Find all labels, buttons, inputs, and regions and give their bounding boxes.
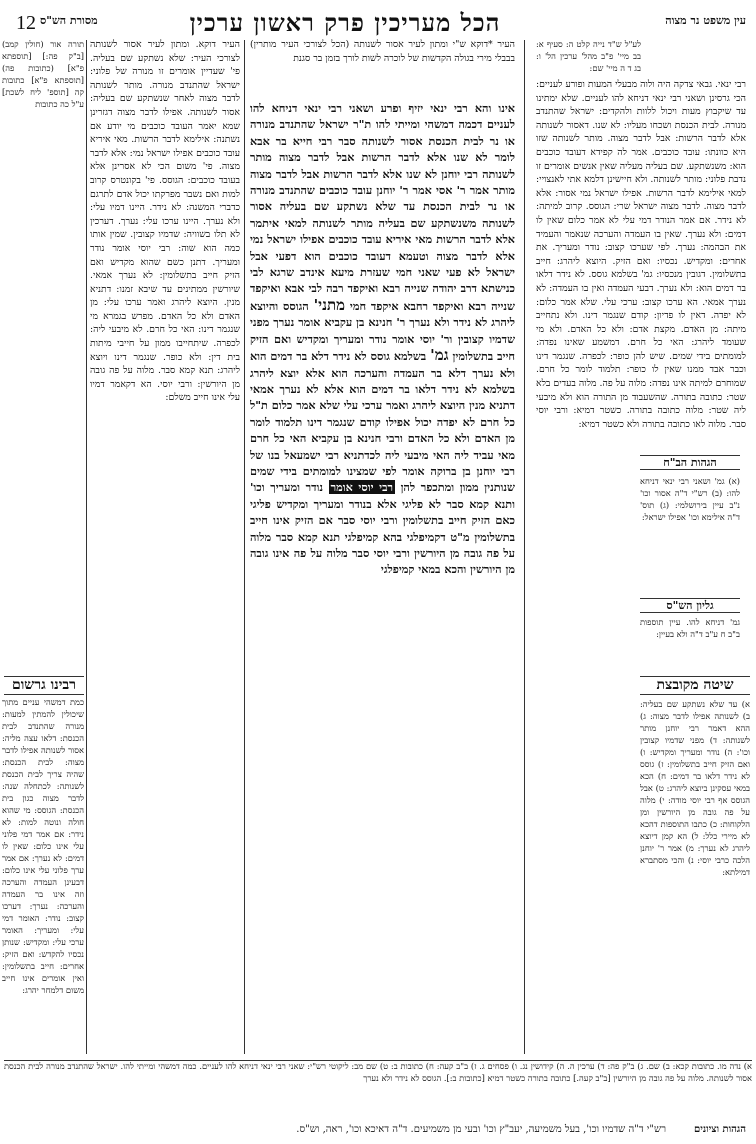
shita-mekubetzet-title: שיטה מקובצת bbox=[640, 676, 750, 695]
main-top-text: העיר *דוקא ש"י ומתון לעיר אסור לשנותה (הכל לצורכי העיר מותרין) בבבלי מירי בגולה הקדשות של לוכרה לשות לורך בזמן בר סגנת bbox=[250, 39, 515, 64]
divider-margin bbox=[86, 40, 87, 1054]
masoret-hashas-text: תורה אור (חולין קמב) [ב"ק פה:] [תוספתא פ"א] (כתובות פה) [תוספתא פ"א] כתובות קה [תוספ' ליח לשכת] ע"ל כה כתובות bbox=[2, 39, 84, 109]
divider-rashi bbox=[524, 40, 525, 1054]
shita-mekubetzet-text: א) עד שלא נשתקע שם בעליה: ב) לשנותה אפילו לדבר מצוה: ג) ההא דאמר רבי יוחנן מותר לשנותה: ד) מפני שדמיו קצובין וכו': ה) נודר ומעריך ומקדיש: ו) ואם הזיק חייב בתשלומין: ז) גוסס לא נידר דלאו בר דמים: ח) הכא במאי עסקינן ביוצא ליהרג: ט) אבל הגוסס אף רבי יוסי מודה: י) מלוה על פה גובה מן היורשין ומן הלקוחות: כ) כתבו התוספות דהכא לא מיירי כלל: ל) הא קמן דיוצא ליהרג לא נערך: מ) אמר ר' יוחנן הלכה כרבי יוסי: נ) והכי מסתברא דמילתא: bbox=[640, 699, 750, 877]
rashi-text: רבי ינאי. גבאי צדקה היה ולוה מבעלי המעות ופורע לעניים: הכי גרסינן ושאני רבי ינאי דניחא להו לעניים. שלא ימתינו עד שיקבוץ מעות ויכול ללוות ולהקדים: ישראל שהתנדב מנורה. לבית הכנסת ושכחו מעליו: לא שנו. דאסור לשנותה אלא לדבר הרשות: אבל לדבר מצוה. מותר לשנותה שזו היא כוונתו: עובד כוכבים. אמר לה קפידא דעובד כוכבים הוא: משנשתקע. שם בעליה מעליה שאין אנשים אומרים זו נדבת פלוני: מותר לשנותה. ולא חיישינן דלמא אתי לאנצויי: למאי אילימא לדבר הרשות. אפילו ישראל נמי אסור: אלא לדבר מצוה. לדבר מצוה ישראל שרי: הגוסס. קרוב למיתה: לא נידר. אם אמר הנודר דמי עלי לא אמר כלום שאין לו דמים: ולא נערך. שאין בו העמדה והערכה שנאמר והעמיד את הבהמה: נערך. לפי שערכו קצוב: נודר ומעריך. את אחרים: ומקדיש. נכסיו: ואם הזיק. היוצא ליהרג: חייב בתשלומין. דגובין מנכסיו: גמ' בשלמא גוסס. לא נידר דלאו בר דמים הוא: ולא נערך. דבעי העמדה ואין בו העמדה: לא נערך אמאי. הא ערכו קצוב: ערכי עלי. שלא אמר כלום: לא יפדה. דאין לו פדיון: קודם שנגמר דינו. ולא נתחייב מיתה: מן האדם. מקצת אדם: ולא כל האדם. ולא מי שעומד ליהרג: האי כל חרם. דמשמע שאינו נפדה: למומתים בידי שמים. שיש להן כופר: לכפרה. שנגמר דינו וכבר אבד ממנו שאין לו כופר: תלמוד לומר כל חרם. שמוחרם למיתה אינו נפדה: מלוה על פה. מלוה בעדים בלא שטר: כתובה בתורה. שהשעבוד מן התורה הוא ולא מיבעי ליה שטר: מלוה כתובה בתורה. כשטר דמיא: ורבי יוסי סבר. מלוה לאו כתובה בתורה ולא כשטר דמיא: bbox=[536, 79, 746, 430]
page-title: הכל מעריכין פרק ראשון ערכין bbox=[189, 8, 501, 37]
masoret-hashas-notes bbox=[2, 38, 84, 598]
bottom-notes: א) נדה מו. כתובות קכא: ב) שם. ג) ב"ק פה: ד) ערכין ה. ה) קידושין נג. ו) פסחים ג. ז) ב"ב קעה: ח) כתובות ב: ט) שם מב: ליקוטי רש"י: שאני רבי ינאי דניחא להו לעניים. כמה דמשהי ומייתי להו. ישראל שהתנדב מנורה לבית הכנסת אסור לשנותה. מלוה על פה גובה מן היורשין [ב"ב קעה.] כתובה בתורה כשטר דמיא [כתובות ב:]. הגוסס לא נידר ולא נערך bbox=[4, 1060, 752, 1116]
highlighted-phrase[interactable]: רבי יוסי אומר bbox=[330, 480, 393, 495]
rabbeinu-gershom-commentary bbox=[2, 696, 84, 1066]
tosafot-text: העיר דוקא. ומתון לעיר אסור לשנותה לצורכי העיר: שלא נשתקע שם בעליה. פי' שעדיין אומרים זו מנורה של פלוני: ישראל שהתנדב מנורה. מותר לשנותה לדבר מצוה לאחר שנשתקע שם בעליה: אסור לשנותה. אפילו לדבר מצוה דגזרינן שמא יאמר העובד כוכבים מי יודע אם נשתנה: אילימא לדבר הרשות. מאי איריא עובד כוכבים אפילו ישראל נמי: אלא לדבר מצוה. פי' משום הכי לא אסרינן אלא בעובד כוכבים: הגוסס. פי' בקונטרס קרוב למות ואם נשבר מפרקתו יכול אדם לתרגם כדברי המשנה: לא נידר. היינו דמיו עלי: ולא נערך. היינו ערכו עלי: נערך. דערכין לא תלו בשוויה: שדמיו קצובין. שמין אותו כמה הוא שוה: רבי יוסי אומר נודר ומעריך. דתנן כשם שהוא מקדיש ואם הזיק חייב בתשלומין: לא נערך אמאי. שיורשין ממתינים עד שיבא זמנו: דתניא מנין. היוצא ליהרג ואמר ערכו עלי: מן האדם ולא כל האדם. מפרש בגמרא מי שנגמר דינו: האי כל חרם. לא מיבעי ליה: לכפרה. שיתחייבו ממון על חייבי מיתות בית דין: ולא כופר. שנגמר דינו ויוצא ליהרג: תנא קמא סבר. מלוה על פה גובה מן היורשין: ורבי יוסי. הא דקאמר דמיו עלי אינו חייב משלם: bbox=[90, 39, 240, 404]
rabbeinu-gershom-title: רבינו גרשום bbox=[4, 676, 84, 695]
page-header bbox=[0, 0, 756, 40]
gemara-lead: אינו והא רבי ינאי יזיף ופרע ושאני רבי ינאי דניחא להו לעניים דכמה דמשהי bbox=[250, 101, 515, 132]
gemara-label: גמ' bbox=[430, 346, 449, 365]
tosafot-commentary bbox=[90, 38, 240, 1054]
shita-mekubetzet-notes bbox=[640, 698, 750, 1054]
hagahot-habach-text: (א) גמ' ושאני רבי ינאי דניחא להו: (ב) רש"י ד"ה אסור וכו' נ"ב עיין בירושלמי: (ג) תוס' ד"ה אילימא וכו' אפילו ישראל: bbox=[640, 476, 740, 522]
masoret-hashas-label: מסורת הש"ס bbox=[40, 14, 98, 27]
ein-mishpat-label: עין משפט נר מצוה bbox=[665, 14, 746, 27]
ein-mishpat-notes: לע"ל ש"ד נייה קלט ה: סעיף א: בב מיי' פ"ב מהל' ערכין הל' ו: בג ד ה מיי' שם: bbox=[536, 39, 641, 73]
gilyon-hashas-text: גמ' דניחא להו. עיין תוספות ב"ב ח ע"ב ד"ה ולא בעיין: bbox=[640, 617, 740, 639]
hagahot-habach-notes bbox=[640, 475, 740, 593]
footer-label: הגהות וציונים bbox=[693, 1124, 746, 1135]
page-number: 12 bbox=[16, 12, 36, 34]
page-footer bbox=[0, 1120, 756, 1142]
gemara-body: ומייתי להו ת"ר ישראל שהתנדב מנורה או נר לבית הכנסת אסור לשנותה סבר רבי חייא בר אבא לומר לא שנו אלא לדבר הרשות אבל לדבר מצוה מותר לשנותה רבי יוחנן לא שנו אלא לדבר הרשות אבל לדבר מצוה מותר אמר ר' אסי אמר ר' יוחנן עובד כוכבים שהתנדב מנורה או נר לבית הכנסת עד שלא נשתקע שם בעליה אסור לשנותה משנשתקע שם בעליה מותר לשנותה למאי איתמר אלא לדבר הרשות מאי איריא עובד כוכבים אפילו ישראל נמי אלא לדבר מצוה וטעמא דעובד כוכבים הוא דפעי אבל ישראל לא פעי שאני חמי שעזרת מיעא אינדב שרגא לבי כנישתא דרב יהודה שנייה רבא ואיקפד רבה לבי אבא ואיקפד שנייה רבא ואיקפד רחבא איקפד חמי bbox=[250, 117, 515, 313]
gilyon-hashas-notes bbox=[640, 616, 740, 672]
rabbeinu-gershom-text: כמת דמשהי עניים מתוך שיכולין להמתין למעות: מנורה שהתנדב לבית הכנסת: דלאו עצה מליה: אסור לשנותה אפילו לדבר מצוה: לבית הכנסת: שהיה צריך לבית הכנסת לשנותה: לכתחלה שנה: לדבר מצוה כגון בית הכנסת: הגוסס: מי שהוא חולה ונוטה למות: לא נידר: אם אמר דמי פלוני עלי אינו כלום: שאין לו דמים: לא נערך: אם אמר ערך פלוני עלי אינו כלום: דבעינן העמדה והערכה וזה אינו בר העמדה והערכה: נערך: דערכו קצוב: נודר: האומר דמי עלי: ומעריך: האומר ערכי עלי: ומקדיש: שנותן נכסיו להקדש: ואם הזיק: אחרים: חייב בתשלומין: ואין אומרים אינו חייב משום דלמחר יהרג: bbox=[2, 697, 84, 995]
mishna-label: מתני' bbox=[313, 295, 346, 314]
gilyon-hashas-title: גליון הש"ס bbox=[640, 598, 740, 613]
gemara-text bbox=[250, 100, 515, 990]
gemara-after-mishna: בשלמא גוסס לא נידר דלא בר דמים הוא ולא נערך דלא בר העמדה והערכה הוא אלא יוצא ליהרג בשלמא לא נידר דלאו בר דמים הוא אלא לא נערך אמאי דתניא מנין היוצא ליהרג ואמר ערכי עלי שלא אמר כלום ת"ל כל חרם לא יפדה יכול אפילו קודם שנגמר דינו תלמוד לומר מן האדם ולא כל האדם ורבי חנינא בן עקביא האי כל חרם מאי עביד ליה האי מיבעי ליה לכדתניא רבי ישמעאל בנו של רבי יוחנן בן ברוקה אומר לפי שמצינו למומתים בידי שמים שנותנין ממון ומתכפר להן bbox=[250, 349, 515, 495]
mishna-text: הגוסס והיוצא ליהרג לא נידר ולא נערך ר' חנינא בן עקביא אומר נערך מפני שדמיו קצובין ור' יוסי אומר נודר ומעריך ומקדיש ואם הזיק חייב בתשלומין bbox=[250, 298, 515, 364]
footer-text: רש"י ד"ה שדמיו וכו', בעל משמיעה, יעב"ץ וכו' ובעי מן משמיעים. ד"ה דאיכא וכו', ראה, וש"ס. bbox=[296, 1124, 666, 1135]
divider-tosafot bbox=[244, 40, 245, 1054]
gemara-tail: נודר ומעריך וכו' ותנא קמא סבר לא פליגי אלא בנודר ומעריך ומקדיש פליגי כאם הזיק חייב בתשלומין ורבי יוסי סבר אם הזיק אינו חייב בתשלומין מ"ט דקמיפלגי בהא קמיפלגי תנא קמא סבר מלוה על פה גובה מן היורשין ורבי יוסי סבר מלוה על פה אינו גובה מן היורשין והכא במאי קמיפלגי bbox=[250, 480, 515, 577]
hagahot-habach-title: הגהות הב"ח bbox=[640, 455, 740, 470]
